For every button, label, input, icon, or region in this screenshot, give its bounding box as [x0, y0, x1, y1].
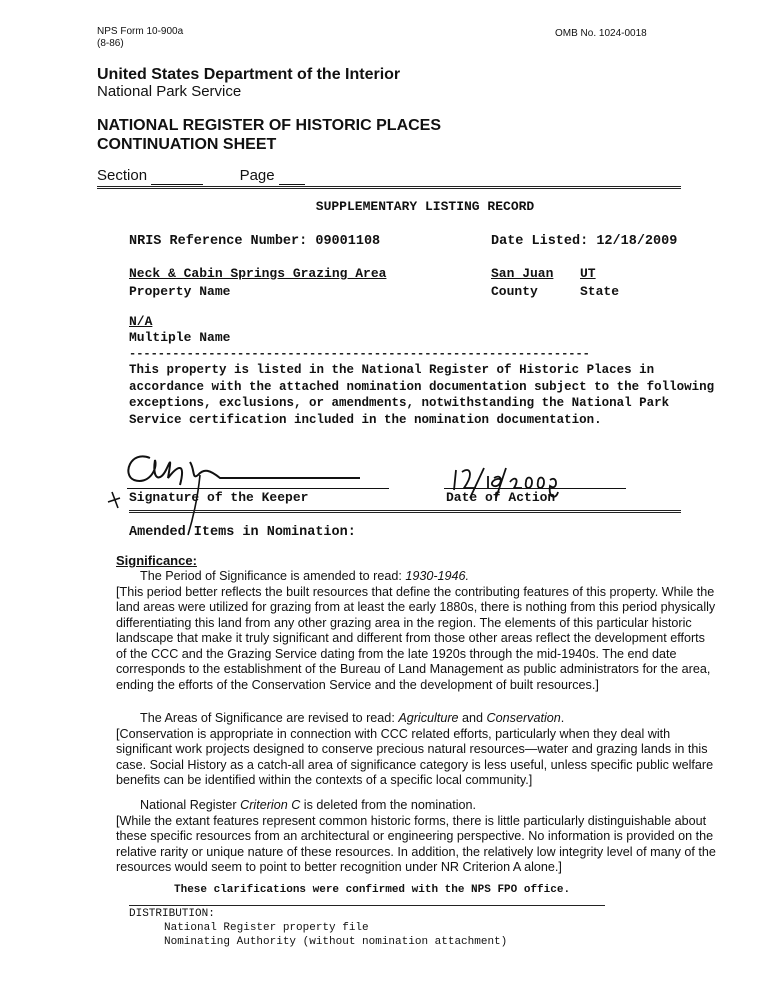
- multiple-name-value: N/A: [129, 314, 153, 329]
- date-listed-value: 12/18/2009: [596, 234, 678, 249]
- multiple-name-label: Multiple Name: [129, 330, 231, 345]
- period-explanation: [This period better reflects the built resources that define the contributing features of this property. While the land areas were utilized for grazing from at least the early 1880s, there is nothing from this period physically differentiating this land from any other grazing area in the region. The elements of this particular historic landscape that make it truly significant and different from those other areas reflect the development efforts of the CCC and the Grazing Service dating from the late 1920s through the mid-1940s. The end date corresponds to the establishment of the Bureau of Land Management as public administrators for the area, ending the efforts of the Conservation Service and the development of built resources.]: [116, 584, 716, 692]
- areas-intro-line: The Areas of Significance are revised to read: Agriculture and Conservation.: [140, 711, 565, 725]
- areas-value-1: Agriculture: [398, 711, 459, 725]
- form-date: (8-86): [97, 38, 124, 49]
- areas-of-significance-block: [116, 711, 716, 789]
- property-name-label: Property Name: [129, 284, 231, 299]
- page-label: Page: [239, 167, 275, 184]
- date-action-rule: [444, 488, 626, 489]
- criterion-explanation: [While the extant features represent common historic forms, there is little particularly distinguishable about these specific resources from an architectural or engineering perspective. No information is provided on the relative rarity or unique nature of these resources. In addition, the relatively low integrity level of many of the resources would seem to point to better recognition under NR Criterion A alone.]: [116, 813, 716, 874]
- areas-explanation: [Conservation is appropriate in connection with CCC related efforts, particularly when they deal with significant work projects designed to conserve precious natural resources—water and grazing lands in this case. Social History as a catch-all area of significance category is less useful, unless specific public welfare benefits can be identified within the contexts of a specific local community.]: [116, 726, 714, 787]
- nris-label: NRIS Reference Number:: [129, 234, 308, 249]
- amended-items-label: Amended Items in Nomination:: [129, 525, 356, 540]
- register-title-line2: CONTINUATION SHEET: [97, 136, 277, 153]
- clarification-note: These clarifications were confirmed with the NPS FPO office.: [174, 884, 571, 896]
- signature-label: Signature of the Keeper: [129, 490, 309, 505]
- date-listed-line: [491, 234, 677, 249]
- date-action-label: Date of Action: [446, 490, 556, 505]
- areas-intro: The Areas of Significance are revised to read:: [140, 711, 395, 725]
- record-title: SUPPLEMENTARY LISTING RECORD: [315, 199, 535, 214]
- agency-title: National Park Service: [97, 83, 242, 100]
- significance-heading: Significance:: [116, 553, 197, 568]
- period-of-significance-block: [116, 569, 716, 693]
- form-number-block: [97, 26, 183, 50]
- distribution-rule: [129, 905, 605, 906]
- form-number: NPS Form 10-900a: [97, 26, 184, 37]
- period-intro-line: [116, 569, 716, 585]
- dash-separator: ----------------------------------------------------------------: [129, 347, 590, 361]
- date-listed-label: Date Listed:: [491, 234, 589, 249]
- page-blank: [279, 167, 305, 185]
- criterion-suffix: is deleted from the nomination.: [303, 798, 477, 812]
- listing-statement: This property is listed in the National Register of Historic Places in accordance with the attached nomination documentation subject to the following exceptions, exclusions, or amendments, notwithstanding the National Park Service certification included in the nomination documentation.: [129, 363, 715, 427]
- section-page-line: [97, 167, 305, 185]
- period-intro: The Period of Significance is amended to read:: [140, 569, 402, 583]
- register-title-line1: NATIONAL REGISTER OF HISTORIC PLACES: [97, 117, 442, 134]
- section-blank: [151, 167, 203, 185]
- nris-line: [129, 234, 380, 249]
- distribution-item-2: Nominating Authority (without nomination attachment): [164, 936, 508, 948]
- distribution-item-1: National Register property file: [164, 922, 369, 934]
- double-rule-middle: [129, 510, 681, 513]
- department-title: United States Department of the Interior: [97, 66, 401, 83]
- state-label: State: [580, 284, 620, 299]
- nris-value: 09001108: [315, 234, 381, 249]
- register-title: [97, 116, 441, 154]
- county-label: County: [491, 284, 538, 299]
- criterion-intro-line: [116, 798, 716, 814]
- signature-rule: [127, 488, 389, 489]
- county-value: San Juan: [491, 266, 554, 281]
- areas-and: and: [462, 711, 484, 725]
- distribution-label: DISTRIBUTION:: [129, 908, 215, 920]
- areas-value-2: Conservation: [486, 711, 561, 725]
- double-rule-top: [97, 186, 681, 189]
- property-name-value: Neck & Cabin Springs Grazing Area: [129, 266, 387, 281]
- omb-number: OMB No. 1024-0018: [555, 28, 647, 39]
- state-value: UT: [580, 266, 596, 281]
- criterion-prefix: National Register: [140, 798, 237, 812]
- criterion-value: Criterion C: [240, 798, 301, 812]
- section-label: Section: [97, 167, 148, 184]
- period-value: 1930-1946.: [405, 569, 470, 583]
- criterion-block: [116, 798, 716, 876]
